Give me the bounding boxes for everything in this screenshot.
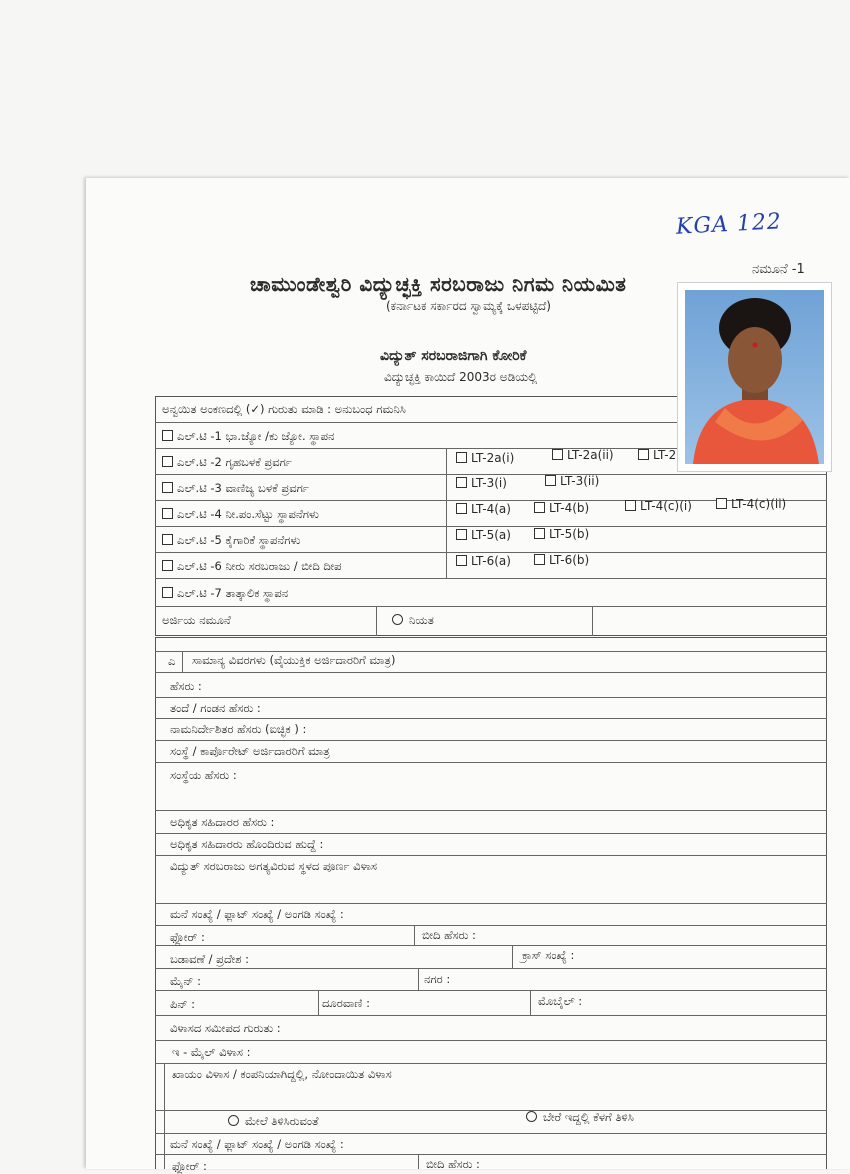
option-lt-4b[interactable]: LT-4(b) [534,501,589,515]
option-lt-3-ii[interactable]: LT-3(ii) [545,474,599,488]
father-husband-name-field[interactable]: ತಂದೆ / ಗಂಡನ ಹೆಸರು : [170,701,261,715]
checkbox[interactable] [162,430,173,441]
row-divider [155,718,827,719]
floor-field[interactable]: ಫ್ಲೋರ್ : [170,930,205,944]
phone-field[interactable]: ದೂರವಾಣಿ : [322,996,370,1010]
row-divider [155,1040,827,1041]
category-row-lt5[interactable]: ಎಲ್.ಟಿ -5 ಕೈಗಾರಿಕೆ ಸ್ಥಾಪನೆಗಳು [162,533,300,548]
column-divider [164,1063,165,1169]
checkbox[interactable] [716,498,727,509]
application-type-option[interactable]: ನಿಯತ [392,613,434,628]
option-lt-5b[interactable]: LT-5(b) [534,527,589,541]
floor-field-2[interactable]: ಫ್ಲೋರ್ : [172,1159,207,1173]
handwritten-note: KGA 122 [675,209,783,240]
checkbox[interactable] [552,449,563,460]
row-divider [155,833,827,834]
category-row-lt4[interactable]: ಎಲ್.ಟಿ -4 ನೀ.ಪಂ.ಸೆಟ್ಟು ಸ್ಥಾಪನೆಗಳು [162,507,319,522]
pin-field[interactable]: ಪಿನ್ : [170,997,196,1011]
column-divider [446,448,447,578]
street-name-field[interactable]: ಬೀದಿ ಹೆಸರು : [422,928,476,942]
checkbox[interactable] [456,477,467,488]
cross-number-field[interactable]: ಕ್ರಾಸ್ ಸಂಖ್ಯೆ : [522,948,575,962]
city-field[interactable]: ನಗರ : [424,972,451,986]
nominee-name-field[interactable]: ನಾಮನಿರ್ದೇಶಿತರ ಹೆಸರು (ಐಚ್ಛಿಕ ) : [170,722,307,736]
option-lt-6b[interactable]: LT-6(b) [534,553,589,567]
main-field[interactable]: ಮೈನ್ : [170,974,201,988]
checkbox[interactable] [534,502,545,513]
checkbox[interactable] [545,475,556,486]
row-divider [155,474,827,475]
authorized-signatory-designation-field[interactable]: ಅಧಿಕೃತ ಸಹಿದಾರರು ಹೊಂದಿರುವ ಹುದ್ದೆ : [170,837,324,851]
row-divider [155,526,827,527]
column-divider [414,925,415,945]
checkbox[interactable] [456,503,467,514]
radio-button[interactable] [392,614,403,625]
row-divider [155,1110,827,1111]
row-divider [155,697,827,698]
row-divider [155,1133,827,1134]
row-divider [155,1063,827,1064]
option-lt-4c-ii[interactable]: LT-4(c)(ii) [716,497,786,511]
same-as-above-option[interactable]: ಮೇಲೆ ತಿಳಿಸಿರುವಂತೆ [228,1114,319,1129]
row-divider [155,945,827,946]
option-lt-2[interactable]: LT-2 [638,448,676,462]
checkbox[interactable] [625,500,636,511]
row-divider [155,903,827,904]
checkbox[interactable] [162,587,173,598]
radio-button[interactable] [228,1115,239,1126]
checkbox[interactable] [162,534,173,545]
row-divider [155,990,827,991]
street-name-field-2[interactable]: ಬೀದಿ ಹೆಸರು : [426,1157,480,1171]
applicant-photo-image [685,290,824,464]
organization-title: ಚಾಮುಂಡೇಶ್ವರಿ ವಿದ್ಯುಚ್ಛಕ್ತಿ ಸರಬರಾಜು ನಿಗಮ ನಿಯಮಿತ [250,272,627,296]
checkbox[interactable] [162,482,173,493]
category-row-lt1[interactable]: ಎಲ್.ಟಿ -1 ಭಾ.ಜ್ಯೋ /ಕು ಜ್ಯೋ. ಸ್ಥಾಪನ [162,429,334,444]
supply-address-label: ವಿದ್ಯುತ್ ಸರಬರಾಜು ಅಗತ್ಯವಿರುವ ಸ್ಥಳದ ಪೂರ್ಣ ವಿಳಾಸ [170,859,377,873]
category-row-lt2[interactable]: ಎಲ್.ಟಿ -2 ಗೃಹಬಳಕೆ ಪ್ರವರ್ಗ [162,455,292,470]
option-lt-5a[interactable]: LT-5(a) [456,528,511,542]
document-subtitle: ವಿದ್ಯುಚ್ಛಕ್ತಿ ಕಾಯಿದೆ 2003ರ ಅಡಿಯಲ್ಲಿ [384,370,538,384]
category-row-lt3[interactable]: ಎಲ್.ಟಿ -3 ವಾಣಿಜ್ಯ ಬಳಕೆ ಪ್ರವರ್ಗ [162,481,309,496]
checkbox[interactable] [534,528,545,539]
column-divider [418,968,419,990]
permanent-address-label: ಖಾಯಂ ವಿಳಾಸ / ಕಂಪನಿಯಾಗಿದ್ದಲ್ಲಿ, ನೋಂದಾಯಿತ ವಿಳಾಸ [172,1067,392,1081]
column-divider [592,606,593,636]
column-divider [530,990,531,1015]
row-divider [155,1015,827,1016]
checkbox[interactable] [456,452,467,463]
row-divider [155,651,827,652]
column-divider [512,945,513,968]
mobile-field[interactable]: ಮೊಬೈಲ್ : [538,994,583,1008]
checkbox[interactable] [456,555,467,566]
category-row-lt6[interactable]: ಎಲ್.ಟಿ -6 ನೀರು ಸರಬರಾಜು / ಬೀದಿ ದೀಪ [162,559,342,574]
row-divider [155,606,827,607]
authorized-signatory-name-field[interactable]: ಅಧಿಕೃತ ಸಹಿದಾರರ ಹೆಸರು : [170,815,275,829]
row-divider [155,740,827,741]
column-divider [376,606,377,636]
checkbox[interactable] [456,529,467,540]
checkbox[interactable] [534,554,545,565]
row-divider [155,762,827,763]
institution-only-label: ಸಂಸ್ಥೆ / ಕಾರ್ಪೊರೇಟ್ ಅರ್ಜಿದಾರರಿಗೆ ಮಾತ್ರ [170,744,330,758]
house-number-field[interactable]: ಮನೆ ಸಂಖ್ಯೆ / ಫ್ಲಾಟ್ ಸಂಖ್ಯೆ / ಅಂಗಡಿ ಸಂಖ್ಯೆ : [170,907,344,921]
document-title: ವಿದ್ಯುತ್ ಸರಬರಾಜಿಗಾಗಿ ಕೋರಿಕೆ [380,348,527,364]
section-letter: ಎ [168,654,176,668]
row-divider [155,968,827,969]
option-lt-4c-i[interactable]: LT-4(c)(i) [625,499,692,513]
house-number-field-2[interactable]: ಮನೆ ಸಂಖ್ಯೆ / ಫ್ಲಾಟ್ ಸಂಖ್ಯೆ / ಅಂಗಡಿ ಸಂಖ್ಯೆ : [170,1137,344,1151]
category-row-lt7[interactable]: ಎಲ್.ಟಿ -7 ತಾತ್ಕಾಲಿಕ ಸ್ಥಾಪನ [162,586,288,601]
row-divider [155,855,827,856]
organization-subtitle: (ಕರ್ನಾಟಕ ಸರ್ಕಾರದ ಸ್ವಾಮ್ಯಕ್ಕೆ ಒಳಪಟ್ಟಿದೆ) [386,299,551,313]
option-lt-4a[interactable]: LT-4(a) [456,502,511,516]
column-divider [418,1154,419,1169]
option-lt-2a-i[interactable]: LT-2a(i) [456,451,514,465]
column-divider [318,990,319,1015]
row-divider [155,552,827,553]
institution-name-field[interactable]: ಸಂಸ್ಥೆಯ ಹೆಸರು : [170,768,237,782]
landmark-field[interactable]: ವಿಳಾಸದ ಸಮೀಪದ ಗುರುತು : [170,1021,281,1035]
checkbox[interactable] [162,508,173,519]
option-lt-2a-ii[interactable]: LT-2a(ii) [552,448,614,462]
checkbox[interactable] [162,456,173,467]
form-number: ನಮೂನೆ -1 [752,262,805,277]
row-divider [155,810,827,811]
locality-field[interactable]: ಬಡಾವಣೆ / ಪ್ರದೇಶ : [170,952,250,966]
row-divider [155,672,827,673]
application-type-label: ಅರ್ಜಿಯ ನಮೂನೆ [162,613,231,627]
row-divider [155,925,827,926]
name-field[interactable]: ಹೆಸರು : [170,679,202,693]
applicant-photo [677,282,832,472]
option-lt-3-i[interactable]: LT-3(i) [456,476,507,490]
category-instruction: ಅನ್ವಯಿತ ಅಂಕಣದಲ್ಲಿ (✓) ಗುರುತು ಮಾಡಿ : ಅನುಬಂಧ ಗಮನಿಸಿ [162,402,406,416]
checkbox[interactable] [162,560,173,571]
email-field[interactable]: ಇ - ಮೈಲ್ ವಿಳಾಸ : [172,1045,251,1059]
row-divider [155,578,827,579]
column-divider [182,651,183,672]
section-heading: ಸಾಮಾನ್ಯ ವಿವರಗಳು (ವೈಯುಕ್ತಿಕ ಅರ್ಜಿದಾರರಿಗೆ ಮಾತ್ರ) [192,653,396,667]
row-divider [155,1154,827,1155]
radio-button[interactable] [526,1111,537,1122]
option-lt-6a[interactable]: LT-6(a) [456,554,511,568]
other-address-option[interactable]: ಬೇರೆ ಇದ್ದಲ್ಲಿ ಕೆಳಗೆ ತಿಳಿಸಿ [526,1110,634,1125]
checkbox[interactable] [638,449,649,460]
